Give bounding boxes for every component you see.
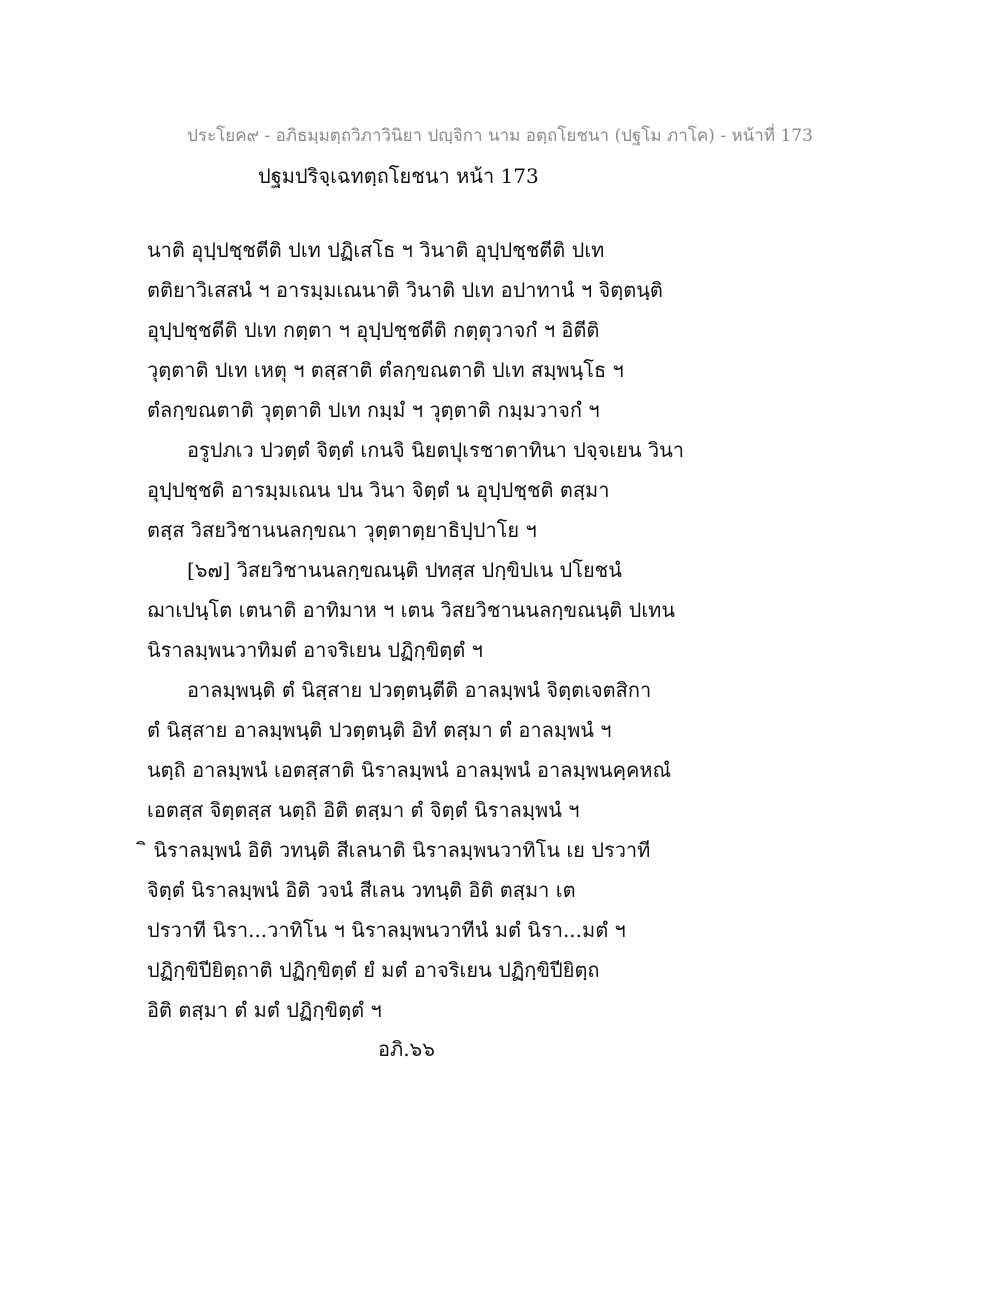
folio-mark: อภิ.๖๖	[378, 1037, 435, 1061]
text-line: เอตสฺส จิตฺตสฺส นตฺถิ อิติ ตสฺมา ตํ จิตฺตํ นิราลมฺพนํ ฯ	[147, 798, 580, 822]
text-line: ปฏิกฺขิปียิตฺถาติ ปฏิกฺขิตฺตํ ยํ มตํ อาจริเยน ปฏิกฺขิปียิตฺถ	[147, 958, 600, 982]
text-line: อุปฺปชฺชตีติ ปเท กตฺตา ฯ อุปฺปชฺชตีติ กตฺตุวาจกํ ฯ อิตีติ	[147, 318, 600, 342]
text-line: ตติยาวิเสสนํ ฯ อารมฺมเณนาติ วินาติ ปเท อปาทานํ ฯ จิตฺตนฺติ	[147, 278, 663, 302]
section-title: ปฐมปริจฺเฉทตฺถโยชนา หน้า 173	[258, 164, 539, 188]
body-text	[147, 230, 707, 1030]
paragraph-start-line: อรูปภเว ปวตฺตํ จิตฺตํ เกนจิ นิยตปุเรชาตาทินา ปจฺจเยน วินา	[187, 438, 685, 462]
text-line: ตํลกฺขณตาติ วุตฺตาติ ปเท กมฺมํ ฯ วุตฺตาติ กมฺมวาจกํ ฯ	[147, 398, 600, 422]
text-line: อิติ ตสฺมา ตํ มตํ ปฏิกฺขิตฺตํ ฯ	[147, 998, 382, 1022]
paragraph-start-line: อาลมฺพนฺติ ตํ นิสฺสาย ปวตฺตนฺตีติ อาลมฺพนํ จิตฺตเจตสิกา	[187, 678, 652, 702]
text-line: ตํ นิสฺสาย อาลมฺพนฺติ ปวตฺตนฺติ อิทํ ตสฺมา ตํ อาลมฺพนํ ฯ	[147, 718, 612, 742]
text-line: นตฺถิ อาลมฺพนํ เอตสฺสาติ นิราลมฺพนํ อาลมฺพนํ อาลมฺพนคฺคหณํ	[147, 758, 672, 782]
text-line: อุปฺปชฺชติ อารมฺมเณน ปน วินา จิตฺตํ น อุปฺปชฺชติ ตสฺมา	[147, 478, 610, 502]
text-line: ฌาเปนฺโต เตนาติ อาทิมาห ฯ เตน วิสยวิชานนลกฺขณนฺติ ปเทน	[147, 598, 676, 622]
text-line: นาติ อุปฺปชฺชตีติ ปเท ปฏิเสโธ ฯ วินาติ อุปฺปชฺชตีติ ปเท	[147, 238, 605, 262]
text-line: ิ นิราลมฺพนํ อิติ วทนฺติ สีเลนาติ นิราลมฺพนวาทิโน เย ปรวาที	[147, 838, 651, 862]
text-line: นิราลมฺพนวาทิมตํ อาจริเยน ปฏิกฺขิตฺตํ ฯ	[147, 638, 483, 662]
text-line: วุตฺตาติ ปเท เหตุ ฯ ตสฺสาติ ตํลกฺขณตาติ ปเท สมฺพนฺโธ ฯ	[147, 358, 624, 382]
text-line: ตสฺส วิสยวิชานนลกฺขณา วุตฺตาตฺยาธิปฺปาโย ฯ	[147, 518, 537, 542]
text-line: ปรวาที นิรา...วาทิโน ฯ นิราลมฺพนวาทีนํ มตํ นิรา...มตํ ฯ	[147, 918, 626, 942]
paragraph-start-line: [๖๗] วิสยวิชานนลกฺขณนฺติ ปทสฺส ปกฺขิปเน ปโยชนํ	[187, 558, 622, 582]
running-header: ประโยค๙ - อภิธมฺมตฺถวิภาวินิยา ปญฺจิกา นาม อตฺถโยชนา (ปฐโม ภาโค) - หน้าที่ 173	[187, 126, 813, 146]
text-line: จิตฺตํ นิราลมฺพนํ อิติ วจนํ สีเลน วทนฺติ อิติ ตสฺมา เต	[147, 878, 576, 902]
